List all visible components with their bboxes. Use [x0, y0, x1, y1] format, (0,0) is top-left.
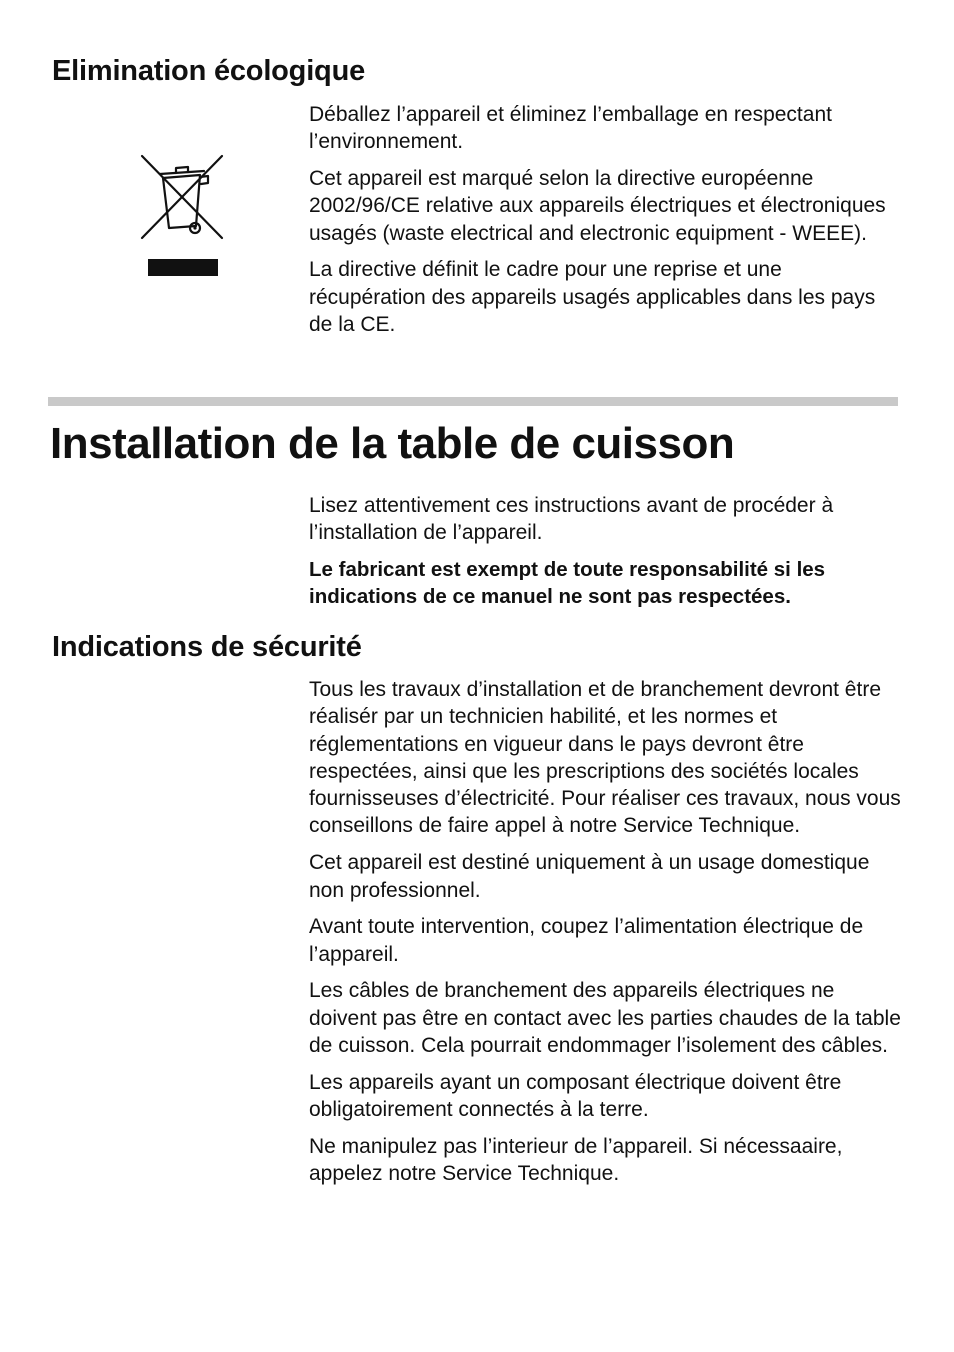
page-title: Installation de la table de cuisson — [50, 419, 735, 468]
paragraph: Les câbles de branchement des appareils électriques ne doivent pas être en contact avec les parties chaudes de la table de cuisson. Cela pourrait endommager l’isolement des câbles. — [309, 979, 901, 1058]
section-heading-elimination: Elimination écologique — [52, 55, 366, 87]
paragraph: Ne manipulez pas l’interieur de l’appareil. Si nécessaaire, appelez notre Service Technique. — [309, 1134, 843, 1186]
crossed-out-wheelie-bin-icon — [138, 152, 228, 280]
installation-intro — [309, 492, 901, 620]
elimination-text — [309, 101, 901, 348]
paragraph: Les appareils ayant un composant électrique doivent être obligatoirement connectés à la terre. — [309, 1070, 842, 1122]
paragraph: Déballez l’appareil et éliminez l’emballage en respectant l’environnement. — [309, 103, 832, 154]
paragraph: La directive définit le cadre pour une reprise et une récupération des appareils usagés applicables dans les pays de la CE. — [309, 258, 876, 337]
warning-paragraph: Le fabricant est exempt de toute responsabilité si les indications de ce manuel ne sont pas respectées. — [309, 558, 826, 609]
section-heading-safety: Indications de sécurité — [52, 631, 362, 663]
paragraph: Cet appareil est marqué selon la directive européenne 2002/96/CE relative aux appareils électriques et électroniques usagés (waste electrical and electronic equipment - WEEE). — [309, 167, 886, 245]
paragraph: Tous les travaux d’installation et de branchement devront être réalisér par un technicien habilité, et les normes et réglementations en vigueur dans le pays devront être respectées, ainsi que les prescriptions des sociétés locales fournisseuses d’électricité. Pour réaliser ces travaux, nous vous conseillons de faire appel à notre Service Technique. — [309, 678, 901, 838]
paragraph: Lisez attentivement ces instructions avant de procéder à l’installation de l’appareil. — [309, 494, 834, 545]
safety-text — [309, 676, 901, 1197]
paragraph: Avant toute intervention, coupez l’alimentation électrique de l’appareil. — [309, 915, 864, 966]
section-divider — [48, 397, 898, 406]
paragraph: Cet appareil est destiné uniquement à un usage domestique non professionnel. — [309, 851, 870, 902]
